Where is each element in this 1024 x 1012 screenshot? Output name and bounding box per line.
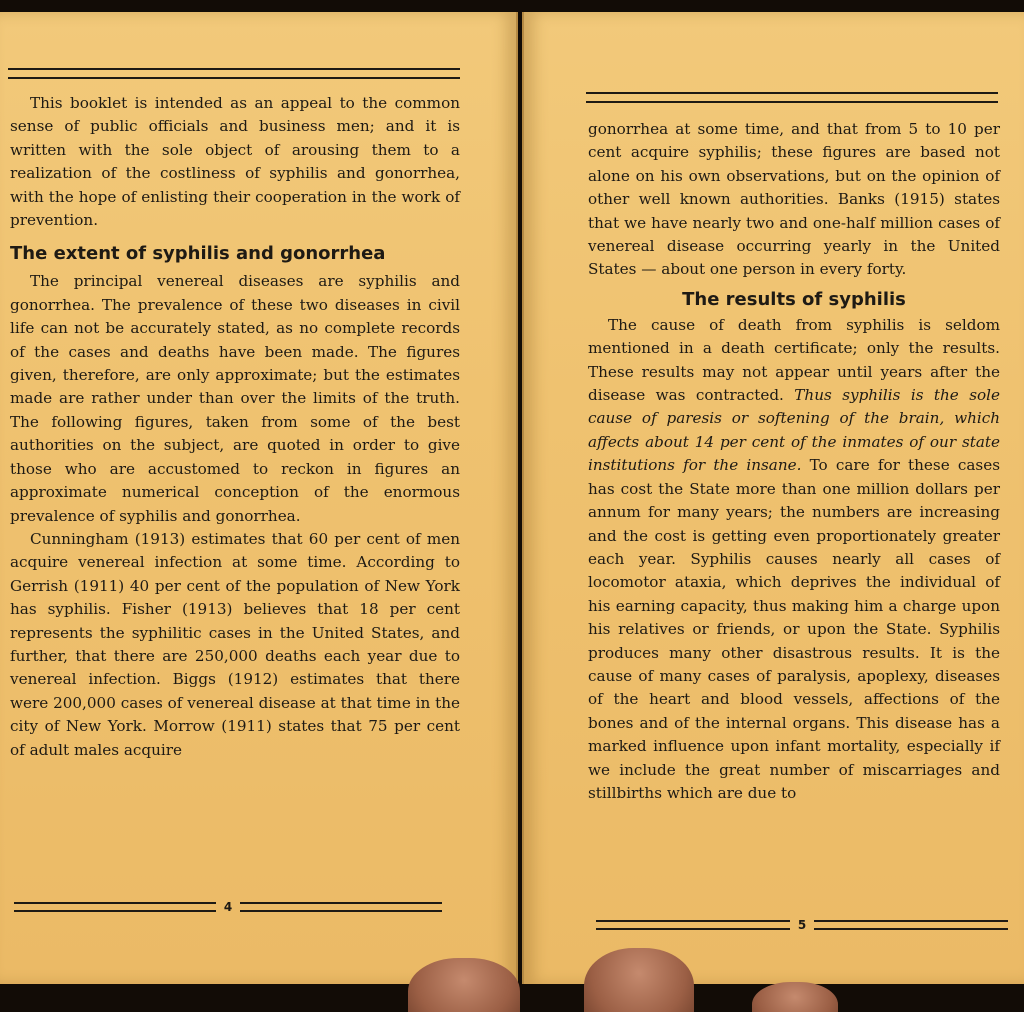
footer-rule bbox=[240, 902, 442, 912]
section-heading-extent: The extent of syphilis and gonorrhea bbox=[10, 243, 386, 265]
left-page-text bbox=[10, 92, 460, 762]
continuation-paragraph: gonorrhea at some time, and that from 5 to 10 per cent acquire syphilis; these figures are based not alone on his own observations, but on the opinion of other well known authorities. Banks (1915) states that we have nearly two and one-half million cases of venereal disease occurring yearly in the United States — about one person in every forty. bbox=[588, 120, 1000, 279]
right-page-text bbox=[588, 118, 1000, 805]
page-footer bbox=[14, 900, 442, 914]
paragraph-text: The cause of death from syphilis is seldom mentioned in a death certificate; only the results. These results may not appear until years after the disease was contracted. bbox=[588, 315, 1000, 405]
footer-rule bbox=[14, 902, 216, 912]
page-footer bbox=[596, 918, 1008, 932]
body-paragraph: The principal venereal diseases are syphilis and gonorrhea. The prevalence of these two diseases in civil life can not be accurately stated, as no complete records of the cases and deaths have been made. The figures given, therefore, are only approximate; but the estimates made are rather under than over the limits of the truth. The following figures, taken from some of the best authorities on the subject, are quoted in order to give those who are accustomed to reckon in figures an approximate numerical conception of the enormous prevalence of syphilis and gonorrhea. bbox=[10, 272, 460, 525]
finger-thumb bbox=[408, 958, 520, 1012]
body-paragraph: Cunningham (1913) estimates that 60 per cent of men acquire venereal infection at some time. According to Gerrish (1911) 40 per cent of the population of New York has syphilis. Fisher (1913) believes that 18 per cent represents the syphilitic cases in the United States, and further, that there are 250,000 deaths each year due to venereal infection. Biggs (1912) estimates that there were 200,000 cases of venereal disease at that time in the city of New York. Morrow (1911) states that 75 per cent of adult males acquire bbox=[10, 529, 460, 759]
page-number: 4 bbox=[223, 900, 233, 914]
top-double-rule bbox=[8, 68, 460, 79]
finger-index bbox=[584, 948, 694, 1012]
right-page bbox=[522, 12, 1024, 984]
page-number: 5 bbox=[797, 918, 807, 932]
footer-rule bbox=[596, 920, 790, 930]
italic-passage: Thus syphilis is the sole cause of paresis or softening of the brain, which affects about 14 per cent of the inmates of our state institutions for the insane. bbox=[588, 386, 1000, 475]
paragraph-text: To care for these cases has cost the State more than one million dollars per annum for many years; the numbers are increasing and the cost is getting even proportionately greater each year. Syphilis causes nearly all cases of locomotor ataxia, which deprives the individual of his earning capacity, thus making him a charge upon his relatives or friends, or upon the State. Syphilis produces many other disastrous results. It is the cause of many cases of paralysis, apoplexy, diseases of the heart and blood vessels, affections of the bones and of the internal organs. This disease has a marked influence upon infant mortality, especially if we include the great number of miscarriages and stillbirths which are due to bbox=[588, 456, 1000, 802]
left-page bbox=[0, 12, 518, 984]
top-double-rule bbox=[586, 92, 998, 103]
finger-middle bbox=[752, 982, 838, 1012]
intro-paragraph: This booklet is intended as an appeal to the common sense of public officials and business men; and it is written with the sole object of arousing them to a realization of the costliness of syphilis and gonorrhea, with the hope of enlisting their cooperation in the work of prevention. bbox=[10, 94, 460, 230]
body-paragraph bbox=[588, 314, 1000, 806]
section-heading-results: The results of syphilis bbox=[682, 288, 906, 310]
footer-rule bbox=[814, 920, 1008, 930]
